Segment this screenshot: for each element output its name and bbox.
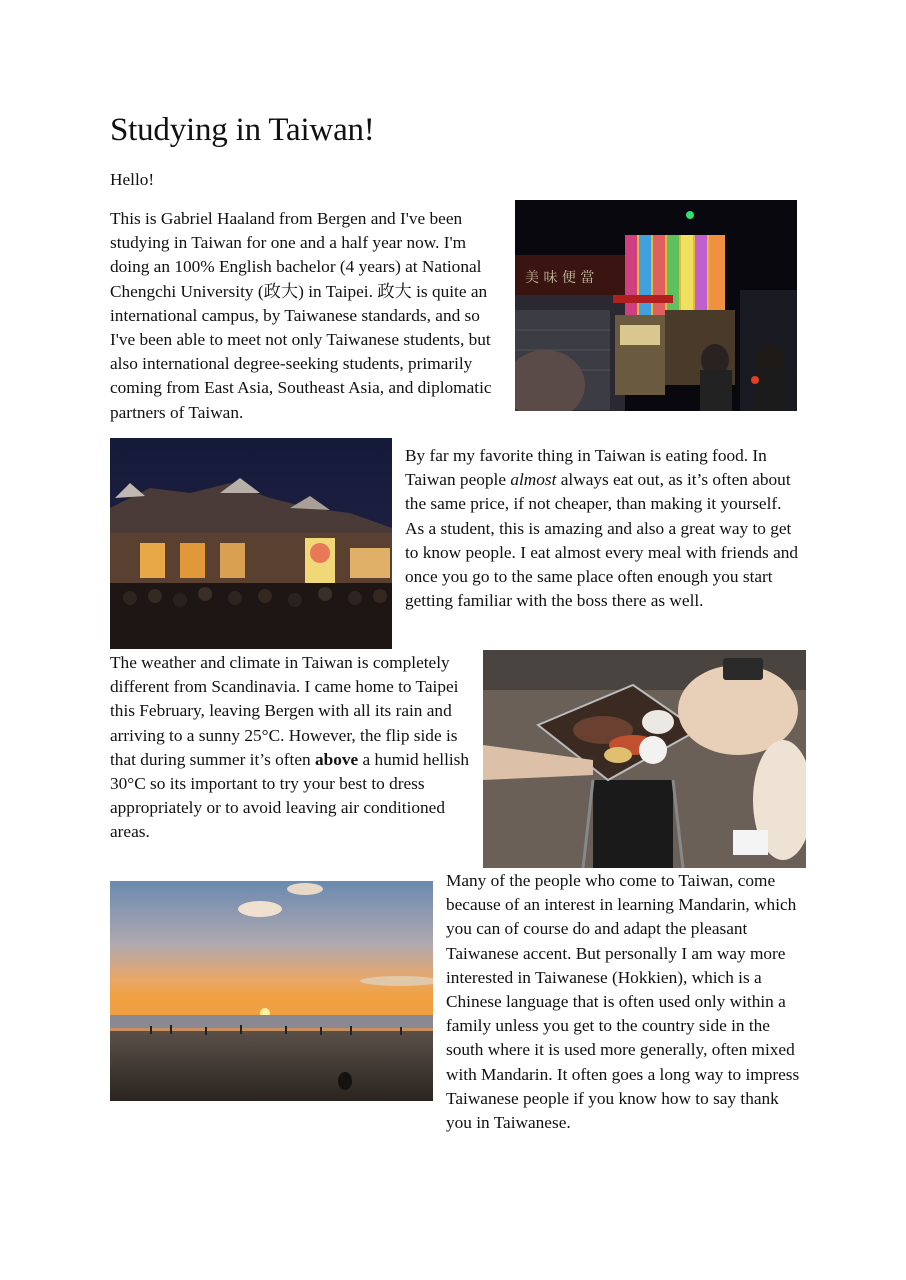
page-title: Studying in Taiwan! bbox=[110, 112, 375, 148]
paragraph-language: Many of the people who come to Taiwan, come because of an interest in learning Mandarin, which you can of course do and adapt the pleasant Taiwanese accent. But personally I am way more interested in Taiwanese (Hokkien), which is a Chinese language that is often used only within a family unless you get to the country side in the south where it is used more generally, often mixed with Mandarin. It often goes a long way to impress Taiwanese people if you know how to say thank you in Taiwanese. bbox=[446, 871, 800, 1133]
beach-sunset-photo bbox=[110, 881, 433, 1101]
night-street-photo bbox=[515, 200, 797, 411]
temple-night-photo bbox=[110, 438, 392, 649]
paragraph-weather bbox=[110, 651, 472, 845]
food-text-2: always eat out, as it’s often about the same price, if not cheaper, than making it yourself. As a student, this is amazing and also a great way to get to know people. I eat almost every meal with friends and once you go to the same place often enough you start getting familiar with the boss there as well. bbox=[405, 470, 799, 611]
weather-text-1: The weather and climate in Taiwan is completely different from Scandinavia. I came home to Taipei this February, leaving Bergen with all its rain and arriving to a sunny 25°C. However, the flip side is that during summer it’s often bbox=[110, 653, 459, 769]
bbq-grill-photo bbox=[483, 650, 806, 868]
shop-sign-text: 美 味 便 當 bbox=[525, 270, 595, 286]
food-text-1: By far my favorite thing in Taiwan is eating food. In Taiwan people bbox=[405, 446, 767, 490]
paragraph-study-intro: This is Gabriel Haaland from Bergen and I've been studying in Taiwan for one and a half year now. I'm doing an 100% English bachelor (4 years) at National Chengchi University (政大) in Taipei. 政大 is quite an international campus, by Taiwanese standards, and so I've been able to meet not only Taiwanese students, but also international degree-seeking students, primarily coming from East Asia, Southeast Asia, and diplomatic partners of Taiwan. bbox=[110, 209, 492, 422]
greeting: Hello! bbox=[110, 170, 155, 189]
weather-text-strong: above bbox=[314, 749, 359, 769]
weather-text-2: a humid hellish 30°C so its important to try your best to dress appropriately or to avoid leaving air conditioned areas. bbox=[110, 749, 470, 842]
paragraph-food bbox=[405, 444, 800, 613]
food-text-emphasis: almost bbox=[510, 470, 557, 490]
